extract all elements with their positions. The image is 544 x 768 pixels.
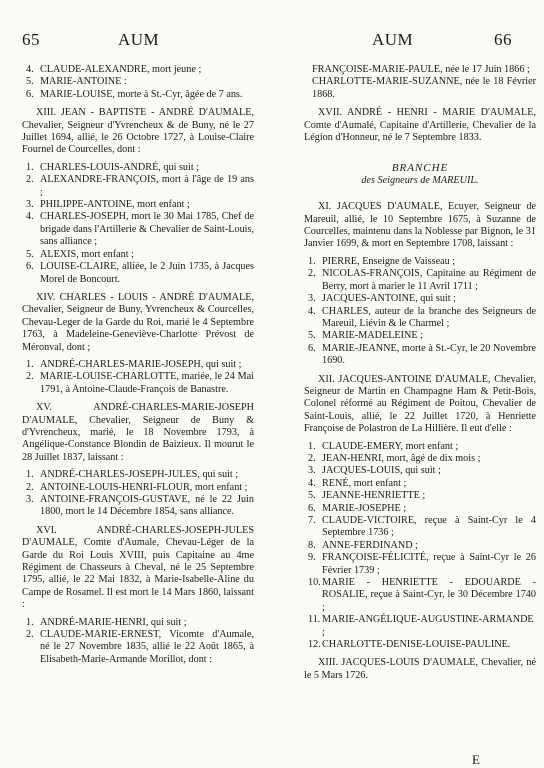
list-item: 6. MARIE-LOUISE, morte à St.-Cyr, âgée de 7 ans. xyxy=(26,88,243,100)
list-item: 5. MARIE-MADELEINE ; xyxy=(308,330,424,342)
paragraph-xiv: XIV. CHARLES - LOUIS - ANDRÉ D'AUMALE, Chevalier, Seigneur de Buny, Yvrencheux & Courcelles, Chevau-Leger de la Garde du Roi, marié le 4 Septembre 1763, à Madeleine-Geneviève-Charlotte Prévost de Méronval, dont ; xyxy=(22,291,254,353)
list-item: 4. CHARLES-JOSEPH, mort le 30 Mai 1785, Chef de brigade dans l'Artillerie & Chevalier de Saint-Louis, sans alliance ; xyxy=(26,211,254,248)
list-item: 12. CHARLOTTE-DENISE-LOUISE-PAULINE. xyxy=(308,639,511,651)
paragraph-xii: XII. JACQUES-ANTOINE D'AUMALE, Chevalier, Seigneur de Martin en Champagne Ham & Petit-Bois, Colonel réformé au Régiment de Poitou, Chevalier de Saint-Louis, allié, le 22 Juillet 1720, à Henriette Françoise de Polastron de La Hillière. Il eut d'elle : xyxy=(304,373,536,435)
branch-heading: BRANCHE xyxy=(391,162,449,175)
list-children-c xyxy=(22,359,254,396)
list-item: 8. ANNE-FERDINAND ; xyxy=(308,539,418,551)
list-children-g xyxy=(304,441,536,652)
list-item: 5. JEANNE-HENRIETTE ; xyxy=(308,490,426,502)
list-item: 6. LOUISE-CLAIRE, alliée, le 2 Juin 1735, à Jacques Morel de Boncourt. xyxy=(26,261,254,285)
list-item: 3. PHILIPPE-ANTOINE, mort enfant ; xyxy=(26,199,190,211)
continued-entry: FRANÇOISE-MARIE-PAULE, née le 17 Juin 1866 ; xyxy=(312,64,530,75)
list-item: 3. JACQUES-LOUIS, qui suit ; xyxy=(308,465,441,477)
list-item: 2. JEAN-HENRI, mort, âgé de dix mois ; xyxy=(308,452,481,464)
right-running-title: AUM xyxy=(372,30,414,49)
list-item: 1. CLAUDE-EMERY, mort enfant ; xyxy=(308,440,459,452)
list-children-a xyxy=(22,64,254,101)
right-page-number: 66 xyxy=(494,30,512,49)
left-page-number: 65 xyxy=(22,30,40,49)
right-column xyxy=(304,64,536,687)
list-item: 7. CLAUDE-VICTOIRE, reçue à Saint-Cyr le 4 Septembre 1736 ; xyxy=(308,515,536,539)
paragraph-xiii: XIII. JEAN - BAPTISTE - ANDRÉ D'AUMALE, Chevalier, Seigneur d'Yvrencheux & de Buny, né le 27 Juillet 1694, allié, le 26 Octobre 1727, à Louise-Claire Fournel de Courcelles, dont : xyxy=(22,107,254,156)
paragraph-xi: XI. JACQUES D'AUMALE, Ecuyer, Seigneur de Mareuil, allié, le 10 Septembre 1675, à Suzanne de Courcelles, maintenu dans la Noblesse par Bignon, le 31 Janvier 1699, & mort en Septembre 1708, laissant : xyxy=(304,201,536,250)
left-column xyxy=(22,64,254,666)
list-item: 4. CHARLES, auteur de la branche des Seigneurs de Mareuil, Liévin & le Charmel ; xyxy=(308,305,536,329)
list-item: 5. MARIE-ANTOINE : xyxy=(26,76,127,88)
list-children-d xyxy=(22,469,254,519)
left-running-title: AUM xyxy=(118,30,160,49)
list-item: 1. ANDRÉ-MARIE-HENRI, qui suit ; xyxy=(26,616,187,628)
list-item: 1. PIERRE, Enseigne de Vaisseau ; xyxy=(308,255,456,267)
paragraph-xv: XV. ANDRÉ-CHARLES-MARIE-JOSEPH D'AUMALE, Chevalier, Seigneur de Buny & d'Yvrencheux, marié, le 18 Novembre 1793, à Angélique-Constance Blondin de Baizieux. Il mourut le 28 Juillet 1837, laissant : xyxy=(22,402,254,463)
branch-subheading: des Seigneurs de MAREUIL. xyxy=(361,174,479,186)
list-item: 3. ANTOINE-FRANÇOIS-GUSTAVE, né le 22 Juin 1800, mort le 14 Décembre 1854, sans alliance. xyxy=(26,494,254,518)
list-item: 2. ALEXANDRE-FRANÇOIS, mort à l'âge de 19 ans ; xyxy=(26,174,254,198)
list-item: 10. MARIE - HENRIETTE - EDOUARDE - ROSALIE, reçue à Saint-Cyr, le 30 Décembre 1740 ; xyxy=(308,577,536,613)
list-item: 2. CLAUDE-MARIE-ERNEST, Vicomte d'Aumale, né le 27 Novembre 1835, allié le 22 Août 1865, à Elisabeth-Marie-Armande Morillot, dont : xyxy=(26,629,254,665)
signature-mark: E xyxy=(472,752,480,767)
continued-entry: CHARLOTTE-MARIE-SUZANNE, née le 18 Février 1868. xyxy=(312,76,536,100)
list-item: 4. CLAUDE-ALEXANDRE, mort jeune ; xyxy=(26,64,202,75)
list-item: 11. MARIE-ANGÉLIQUE-AUGUSTINE-ARMANDE ; xyxy=(308,614,534,638)
list-item: 3. JACQUES-ANTOINE, qui suit ; xyxy=(308,293,456,305)
list-children-f xyxy=(304,256,536,368)
list-item: 4. RENÉ, mort enfant ; xyxy=(308,477,407,489)
paragraph-xiii-right: XIII. JACQUES-LOUIS D'AUMALE, Chevalier, né le 5 Mars 1726. xyxy=(304,657,536,681)
list-item: 2. NICOLAS-FRANÇOIS, Capitaine au Régiment de Berry, mort à marier le 11 Avril 1711 ; xyxy=(308,268,536,292)
paragraph-xvii: XVII. ANDRÉ - HENRI - MARIE D'AUMALE, Comte d'Aumalé, Capitaine d'Artillerie, Chevalier de la Légion d'Honneur, né le 7 Septembre 1833. xyxy=(304,107,536,144)
list-item: 6. MARIE-JOSEPHE ; xyxy=(308,502,407,514)
paragraph-xvi: XVI. ANDRÉ-CHARLES-JOSEPH-JULES D'AUMALE, Comte d'Aumale, Chevau-Léger de la Garde du Roi Louis XVIII, puis Capitaine au 4me Régiment de Chasseurs à Cheval, né le 25 Septembre 1795, allié, le 22 Mai 1832, à Marie-Isabelle-Aline du Campe de Rosamel. Il est mort le 14 Mars 1860, laissant : xyxy=(22,524,254,611)
list-item: 1. ANDRÉ-CHARLES-MARIE-JOSEPH, qui suit ; xyxy=(26,358,242,370)
list-item: 1. ANDRÉ-CHARLES-JOSEPH-JULES, qui suit ; xyxy=(26,469,239,481)
list-item: 6. MARIE-JEANNE, morte à St.-Cyr, le 20 Novembre 1690. xyxy=(308,342,536,367)
list-item: 5. ALEXIS, mort enfant ; xyxy=(26,248,134,260)
list-children-b xyxy=(22,162,254,286)
list-item: 2. ANTOINE-LOUIS-HENRI-FLOUR, mort enfant ; xyxy=(26,481,248,493)
list-children-e xyxy=(22,617,254,667)
list-item: 2. MARIE-LOUISE-CHARLOTTE, mariée, le 24 Mai 1791, à Antoine-Claude-François de Banastre. xyxy=(26,371,254,395)
list-item: 9. FRANÇOISE-FÉLICITÉ, reçue à Saint-Cyr le 26 Février 1739 ; xyxy=(308,552,536,576)
list-item: 1. CHARLES-LOUIS-ANDRÉ, qui suit ; xyxy=(26,161,200,173)
